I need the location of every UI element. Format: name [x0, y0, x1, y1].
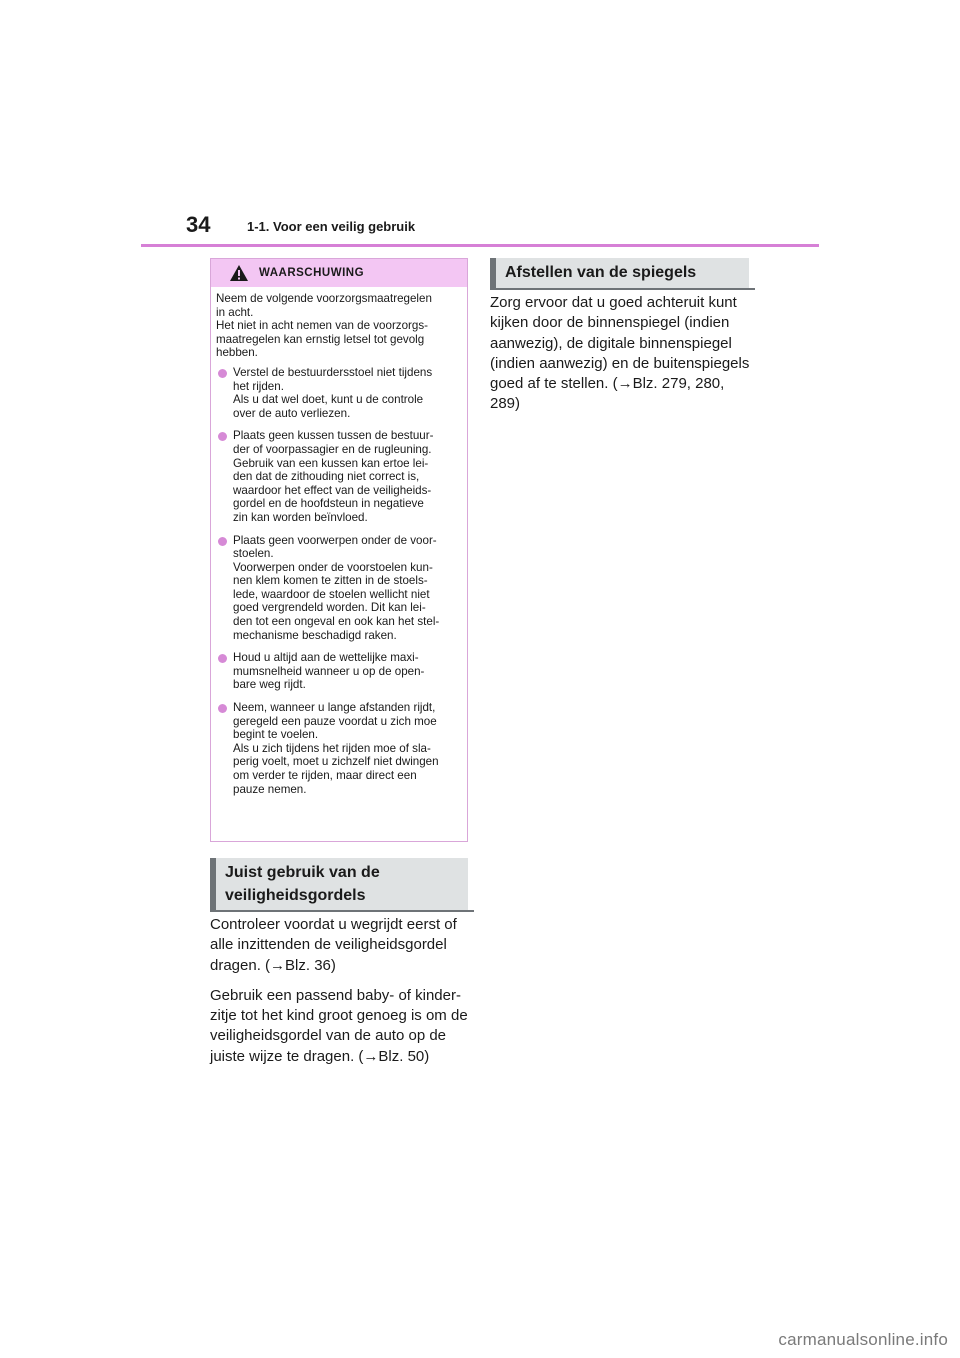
warning-intro: Neem de volgende voorzorgsmaatregelen in acht. Het niet in acht nemen van de voorzorgs- maatregelen kan ernstig letsel tot gevolg hebben.	[216, 292, 432, 360]
mirrors-paragraph: Zorg ervoor dat u goed achteruit kunt kijken door de binnenspiegel (indien aanwezig), de digitale binnenspiegel (indien aanwezig) en de buitenspiegels goed af te stellen. (→Blz. 279, 280, 289)	[490, 294, 750, 413]
warning-header	[211, 259, 467, 287]
heading-underline	[490, 288, 755, 290]
header-divider	[141, 244, 819, 247]
warning-item	[216, 429, 461, 524]
seatbelts-heading	[210, 858, 468, 910]
warning-item	[216, 366, 461, 420]
heading-underline	[210, 910, 474, 912]
warning-item-text: Plaats geen kussen tussen de bestuur- der of voorpassagier en de rugleuning. Gebruik van een kussen kan ertoe lei- den dat de zithouding niet correct is, waardoor het effect van de veiligheids- gordel en de hoofdsteun in negatieve zin kan worden beïnvloed.	[233, 429, 434, 524]
mirrors-heading-text: Afstellen van de spiegels	[505, 264, 697, 281]
seatbelts-heading-text: Juist gebruik van de veiligheidsgordels	[225, 864, 380, 904]
warning-title: WAARSCHUWING	[259, 267, 365, 279]
warning-body	[211, 287, 467, 796]
warning-item	[216, 701, 461, 796]
mirrors-heading	[490, 258, 749, 288]
mirrors-body	[490, 293, 752, 425]
warning-item	[216, 651, 461, 692]
warning-box	[210, 258, 468, 842]
bullet-icon	[218, 369, 227, 378]
warning-item-text: Houd u altijd aan de wettelijke maxi- mumsnelheid wanneer u op de open- bare weg rijdt.	[233, 651, 425, 692]
warning-item-text: Plaats geen voorwerpen onder de voor- stoelen. Voorwerpen onder de voorstoelen kun- nen klem komen te zitten in de stoels- lede, waardoor de stoelen wellicht niet goed vergrendeld worden. Dit kan lei- den tot een ongeval en ook kan het stel- mechanisme beschadigd raken.	[233, 533, 440, 642]
bullet-icon	[218, 704, 227, 713]
warning-item-text: Neem, wanneer u lange afstanden rijdt, geregeld een pauze voordat u zich moe begint te voelen. Als u zich tijdens het rijden moe of sla- perig voelt, moet u zichzelf niet dwingen om verder te rijden, maar direct een pauze nemen.	[233, 701, 439, 796]
bullet-icon	[218, 432, 227, 441]
warning-item	[216, 534, 461, 643]
seatbelts-paragraph: Controleer voordat u wegrijdt eerst of alle inzittenden de veiligheidsgordel dragen. (→Blz. 36)	[210, 916, 457, 974]
seatbelts-paragraph: Gebruik een passend baby- of kinder- zitje tot het kind groot genoeg is om de veiligheidsgordel van de auto op de juiste wijze te dragen. (→Blz. 50)	[210, 986, 468, 1065]
warning-item-text: Verstel de bestuurdersstoel niet tijdens het rijden. Als u dat wel doet, kunt u de controle over de auto verliezen.	[233, 365, 433, 420]
watermark: carmanualsonline.info	[778, 1330, 948, 1349]
warning-triangle-icon	[229, 264, 249, 282]
page-number: 34	[186, 212, 211, 237]
bullet-icon	[218, 537, 227, 546]
chapter-title: 1-1. Voor een veilig gebruik	[247, 219, 416, 234]
seatbelts-body	[210, 915, 472, 1077]
bullet-icon	[218, 654, 227, 663]
